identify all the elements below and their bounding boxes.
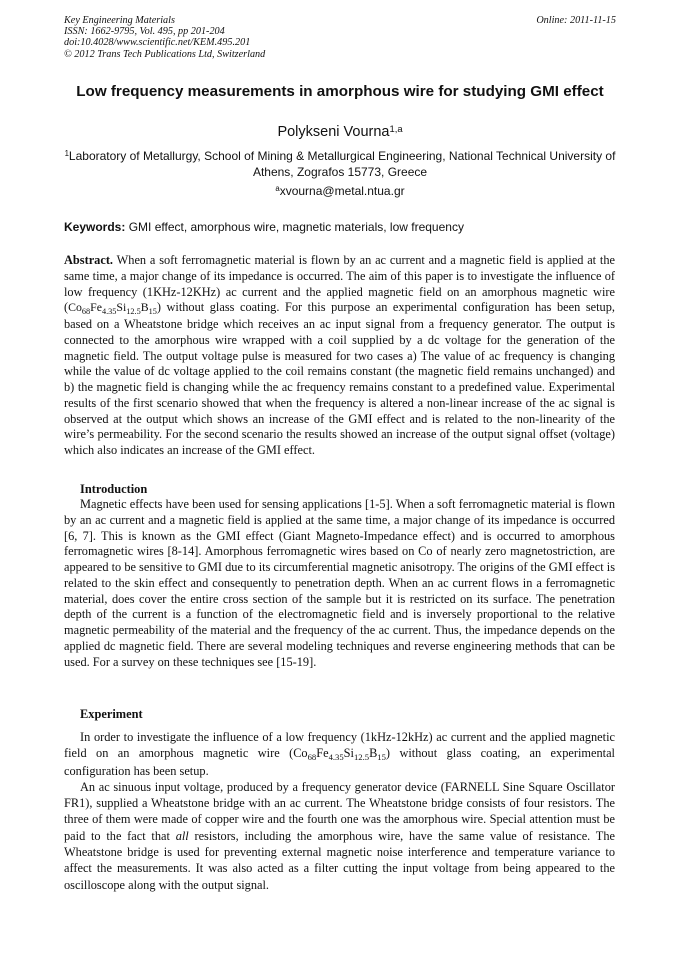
introduction-heading: Introduction [80, 482, 148, 496]
experiment-p2-text-2: resistors, including the amorphous wire, have the same value of resistance. The Wheatstone bridge is used for preventing external magnetic noise interference and temperature variance to affect the measurements. It was also acted as a filter cutting the input voltage from being appeared to the oscilloscope along with the output signal. [64, 828, 615, 892]
author-name: Polykseni Vourna [277, 124, 390, 140]
experiment-paragraph-2 [64, 779, 615, 893]
abstract [64, 253, 615, 459]
formula-si-sub: 12.5 [126, 307, 141, 317]
introduction-body [64, 497, 615, 670]
author-superscript: 1,a [389, 123, 403, 134]
copyright-line: © 2012 Trans Tech Publications Ltd, Switzerland [64, 48, 266, 60]
experiment-heading: Experiment [80, 707, 143, 721]
affiliation [64, 149, 616, 180]
email-superscript: a [275, 184, 280, 193]
formula-fe-sub: 4.35 [328, 752, 344, 763]
experiment-p1-text-2: ) without glass coating, an experimental configuration has been setup. [64, 746, 615, 778]
formula-fe: Fe [90, 300, 102, 315]
formula-co: Co [68, 300, 82, 315]
experiment-formula [293, 746, 386, 763]
formula-b: B [140, 300, 149, 315]
experiment-p2-italic: all [175, 828, 189, 843]
formula-fe-sub: 4.35 [101, 307, 117, 317]
experiment-paragraph-1 [64, 729, 615, 779]
formula-b-sub: 15 [148, 307, 157, 317]
formula-si-sub: 12.5 [353, 752, 370, 763]
experiment-body [64, 729, 615, 893]
abstract-label: Abstract. [64, 253, 114, 267]
email-line [64, 184, 616, 199]
formula-co-sub: 68 [307, 752, 317, 763]
formula-si: Si [116, 300, 127, 315]
journal-header [64, 15, 616, 60]
online-date: Online: 2011-11-15 [536, 15, 616, 26]
introduction-paragraph: Magnetic effects have been used for sensing applications [1-5]. When a soft ferromagnetic material is flown by an ac current and a magnetic field is applied at the same time, a major change of its impedance is occurred [6, 7]. This is known as the GMI effect (Giant Magneto-Impedance effect) and is occurred to amorphous ferromagnetic wires [8-14]. Amorphous ferromagnetic wires based on Co of nearly zero magnetostriction, are appeared to be sensitive to GMI due to its circumferential magnetic anisotropy. The origins of the GMI effect is related to the skin effect and consequently to penetration depth. When an ac current flows in a ferromagnetic material, does cover the entire cross section of the sample but it is restricted on its surface. The penetration depth of the current is a function of the electromagnetic field and is inversely proportional to the relative magnetic permeability of the material and the frequency of the ac current. Thus, the impedance depends on the applied dc magnetic field. There are several modeling techniques and reverse engineering methods that can be used. For a survey on these techniques see [15-19]. [64, 497, 615, 669]
formula-co-sub: 68 [81, 307, 91, 317]
formula-si: Si [343, 746, 354, 761]
formula-b-sub: 15 [377, 752, 386, 763]
affiliation-superscript: 1 [64, 149, 69, 158]
formula-b: B [369, 746, 378, 761]
affiliation-text: Laboratory of Metallurgy, School of Mining & Metallurgical Engineering, National Technical University of Athens, Zografos 15773, Greece [68, 149, 616, 179]
formula-fe: Fe [316, 746, 329, 761]
doi-line: doi:10.4028/www.scientific.net/KEM.495.201 [64, 37, 251, 49]
keywords-label: Keywords: [64, 220, 126, 234]
formula-co: Co [293, 746, 308, 761]
journal-name: Key Engineering Materials [64, 15, 175, 26]
experiment-p1-text-1: In order to investigate the influence of a low frequency (1kHz-12kHz) ac current and the applied magnetic field on an amorphous magnetic wire ( [64, 730, 615, 761]
keywords-text: GMI effect, amorphous wire, magnetic materials, low frequency [125, 220, 464, 234]
issn-line: ISSN: 1662-9795, Vol. 495, pp 201-204 [64, 26, 225, 38]
keywords [64, 220, 616, 235]
abstract-text-2: ) without glass coating. For this purpose an experimental configuration has been setup, based on a Wheatstone bridge which receives an ac input signal from a frequency generator. The output is connected to the amorphous wire wrapped with a coil supplied by a dc voltage for the generation of the magnetic field. The output voltage pulse is measured for two cases a) The value of ac frequency is changing while the value of dc voltage applied to the coil remains constant (the magnetic field remains unchanged) and b) the magnetic field is changing while the ac frequency remains constant to a predefined value. Experimental results of the first scenario showed that when the frequency is altered a non-linear increase of the ac signal is observed at the output which shows an increase of the GMI effect and is related to the non-linearity of the wire’s permeability. For the second scenario the results showed an increase of the output signal offset (voltage) which also indicates an increase of the GMI effect. [64, 300, 615, 457]
abstract-formula [68, 300, 157, 317]
experiment-p2-text-1: An ac sinuous input voltage, produced by a frequency generator device (FARNELL Sine Square Oscillator FR1), supplied a Wheatstone bridge with an ac current. The Wheatstone bridge consists of four resistors. The three of them were made of copper wire and the fourth one was the amorphous wire. Special attention must be paid to the fact that [64, 779, 615, 843]
email-address: xvourna@metal.ntua.gr [279, 184, 405, 198]
paper-title: Low frequency measurements in amorphous wire for studying GMI effect [76, 83, 604, 100]
author-line [64, 124, 616, 140]
abstract-text-1: When a soft ferromagnetic material is flown by an ac current and a magnetic field is applied at the same time, a major change of its impedance is occurred. The aim of this paper is to investigate the influence of low frequency (1KHz-12KHz) ac current and the applied magnetic field on an amorphous magnetic wire ( [64, 253, 615, 315]
